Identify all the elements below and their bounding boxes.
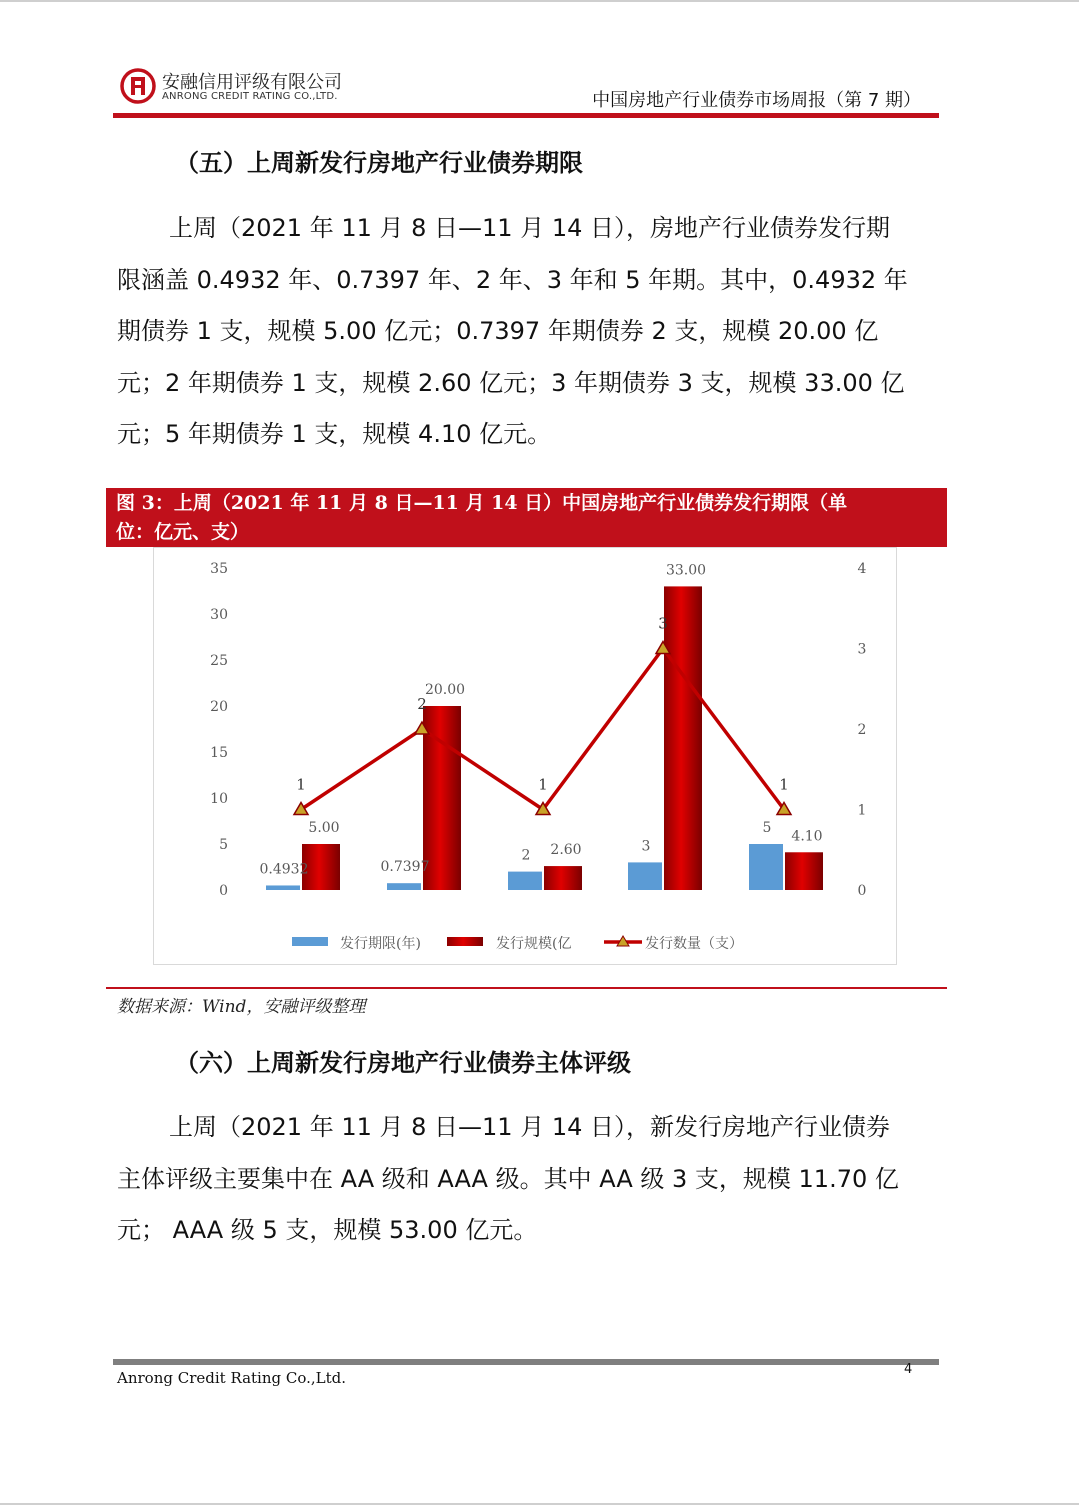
y-right-tick-label: 4 xyxy=(857,561,867,577)
y-left-tick-label: 20 xyxy=(210,699,228,715)
bar-term xyxy=(387,883,421,890)
y-left-tick-label: 5 xyxy=(219,837,228,853)
figure-caption xyxy=(106,488,947,547)
page-top-border xyxy=(0,0,1079,2)
y-left-tick-label: 0 xyxy=(219,883,228,899)
y-left-tick-label: 25 xyxy=(210,653,228,669)
company-logo xyxy=(120,68,380,108)
legend-size-swatch xyxy=(447,937,483,946)
data-source: 数据来源：Wind，安融评级整理 xyxy=(117,997,366,1017)
company-name-cn: 安融信用评级有限公司 xyxy=(162,72,342,93)
count-label: 1 xyxy=(538,775,548,794)
paragraph-line: 元；5 年期债券 1 支，规模 4.10 亿元。 xyxy=(117,420,552,448)
bar-size xyxy=(664,586,702,890)
page-number: 4 xyxy=(904,1362,913,1377)
paragraph-line: 元； AAA 级 5 支，规模 53.00 亿元。 xyxy=(117,1216,538,1244)
footer-divider xyxy=(113,1359,939,1365)
y-left-tick-label: 15 xyxy=(210,745,228,761)
bar-size xyxy=(544,866,582,890)
y-right-tick-label: 0 xyxy=(857,883,867,899)
bar-term xyxy=(749,844,783,890)
header-divider xyxy=(113,113,939,118)
y-right-tick-label: 1 xyxy=(857,802,867,819)
company-name-en: ANRONG CREDIT RATING CO.,LTD. xyxy=(162,91,338,102)
y-right-tick-label: 3 xyxy=(857,641,867,658)
y-right-tick-label: 2 xyxy=(857,722,867,738)
bar-size-label: 4.10 xyxy=(791,828,823,845)
section-5-heading: （五）上周新发行房地产行业债券期限 xyxy=(175,148,583,177)
bar-term-label: 5 xyxy=(762,820,772,836)
legend-term-label: 发行期限(年) xyxy=(340,936,421,952)
count-label: 1 xyxy=(779,775,789,794)
count-label: 3 xyxy=(658,614,668,633)
section-6-paragraph xyxy=(117,1102,947,1257)
legend-count-label: 发行数量（支） xyxy=(645,936,743,952)
count-label: 1 xyxy=(296,775,306,794)
figure-caption-line: 位：亿元、支） xyxy=(116,521,250,543)
paragraph-line: 主体评级主要集中在 AA 级和 AAA 级。其中 AA 级 3 支，规模 11.70 亿 xyxy=(117,1164,899,1193)
footer-company: Anrong Credit Rating Co.,Ltd. xyxy=(117,1369,347,1387)
bar-term xyxy=(628,862,662,890)
bar-term xyxy=(508,872,542,890)
bar-term-label: 0.7397 xyxy=(380,859,430,876)
paragraph-line: 期债券 1 支，规模 5.00 亿元；0.7397 年期债券 2 支，规模 20.00 亿 xyxy=(117,317,879,345)
paragraph-line: 上周（2021 年 11 月 8 日—11 月 14 日），房地产行业债券发行期 xyxy=(169,214,890,242)
paragraph-line: 上周（2021 年 11 月 8 日—11 月 14 日），新发行房地产行业债券 xyxy=(169,1113,890,1141)
y-left-tick-label: 35 xyxy=(210,561,228,577)
figure-divider xyxy=(106,987,947,989)
legend-size-label: 发行规模(亿 xyxy=(496,936,572,952)
count-label: 2 xyxy=(417,695,427,713)
bar-size-label: 2.60 xyxy=(550,842,582,859)
y-left-tick-label: 30 xyxy=(210,607,228,623)
chart-canvas xyxy=(154,548,896,964)
bond-term-chart xyxy=(153,547,897,965)
paragraph-line: 元；2 年期债券 1 支，规模 2.60 亿元；3 年期债券 3 支，规模 33.00 亿 xyxy=(117,368,905,397)
report-title: 中国房地产行业债券市场周报（第 7 期） xyxy=(592,90,921,111)
bar-term-label: 2 xyxy=(521,847,531,864)
bar-size-label: 5.00 xyxy=(308,820,340,836)
section-6-heading: （六）上周新发行房地产行业债券主体评级 xyxy=(175,1048,631,1077)
figure-caption-line: 图 3：上周（2021 年 11 月 8 日—11 月 14 日）中国房地产行业债券发行期限（单 xyxy=(116,492,848,514)
y-left-tick-label: 10 xyxy=(210,791,228,807)
paragraph-line: 限涵盖 0.4932 年、0.7397 年、2 年、3 年和 5 年期。其中，0.4932 年 xyxy=(117,265,908,294)
page-bottom-border xyxy=(0,1503,1079,1505)
bar-term xyxy=(266,885,300,890)
bar-term-label: 0.4932 xyxy=(259,861,309,878)
bar-size-label: 20.00 xyxy=(424,682,466,698)
bar-size xyxy=(785,852,823,890)
section-5-paragraph xyxy=(117,203,947,461)
anrong-logo-icon xyxy=(120,68,156,104)
bar-term-label: 3 xyxy=(641,838,651,855)
legend-term-swatch xyxy=(292,937,328,946)
bar-size-label: 33.00 xyxy=(665,562,707,579)
